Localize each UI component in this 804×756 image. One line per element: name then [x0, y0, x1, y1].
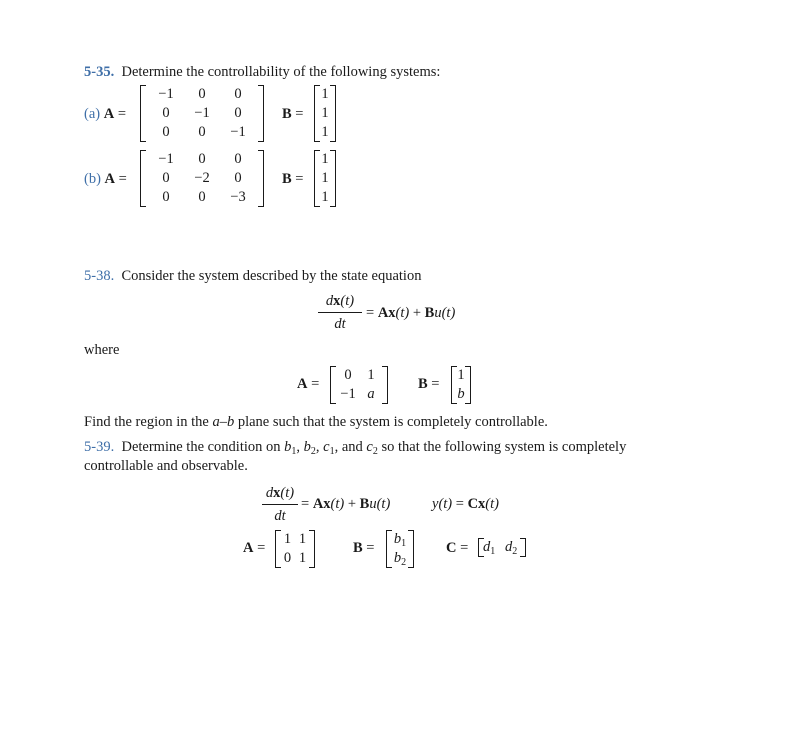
matrix-a-5-39: [275, 530, 315, 568]
matrix-c-5-39: [478, 538, 526, 557]
matrix-b-label-row: [418, 376, 439, 393]
part-a-label-row: [84, 106, 126, 123]
matrix-a-symbol: A: [297, 376, 308, 392]
bracket-left: [140, 85, 146, 142]
matrix-cell: −2: [194, 170, 210, 186]
output-equation: y(t) = Cx(t): [432, 496, 499, 512]
matrix-cell: 0: [162, 124, 170, 140]
problem-5-39-statement-line2: controllable and observable.: [84, 458, 248, 474]
fraction-denominator: dt: [274, 508, 286, 524]
matrix-a-5-35a: [140, 85, 264, 142]
matrix-cell: 0: [162, 170, 170, 186]
matrix-cell: 0: [198, 124, 206, 140]
bracket-left: [314, 150, 320, 207]
matrix-cell: 0: [198, 151, 206, 167]
problem-5-35-heading: [84, 64, 440, 81]
matrix-cell: a: [367, 386, 375, 402]
bracket-right: [258, 150, 264, 207]
derivative-fraction: [318, 292, 362, 333]
matrix-cell: −3: [230, 189, 246, 205]
derivative-fraction: [262, 484, 298, 525]
matrix-b-5-39: [386, 530, 414, 568]
matrix-cell: $b_1$: [393, 531, 407, 549]
equals-sign: =: [117, 106, 127, 122]
where-text: where: [84, 342, 120, 358]
problem-statement: Determine the controllability of the following systems:: [121, 64, 441, 80]
matrix-a-symbol: A: [104, 171, 116, 187]
bracket-right: [258, 85, 264, 142]
matrix-a-symbol: A: [103, 106, 115, 122]
matrix-c-label-row: [446, 540, 468, 557]
fraction-bar: [318, 312, 362, 313]
matrix-cell: 0: [234, 170, 242, 186]
matrix-cell: 0: [162, 189, 170, 205]
bracket-left: [386, 530, 392, 568]
bracket-left: [314, 85, 320, 142]
matrix-b-symbol: B: [418, 376, 428, 392]
matrix-b-5-35a: [314, 85, 336, 142]
fraction-numerator: dx(t): [325, 293, 355, 309]
matrix-cell: 0: [234, 105, 242, 121]
equals-sign: =: [257, 540, 266, 556]
problem-number: 5-35.: [84, 64, 115, 80]
matrix-cell: $d_1$: [483, 539, 496, 557]
equals-sign: =: [460, 540, 469, 556]
matrix-b-symbol: B: [353, 540, 363, 556]
matrix-b-label-row: [282, 106, 303, 123]
matrix-cell: −1: [194, 105, 210, 121]
fraction-bar: [262, 504, 298, 505]
matrix-cell: −1: [340, 386, 356, 402]
equals-sign: =: [118, 171, 127, 187]
matrix-b-symbol: B: [282, 171, 292, 187]
matrix-cell: $b_2$: [393, 550, 407, 568]
part-a-label: (a): [84, 106, 101, 122]
matrix-cell: 0: [162, 105, 170, 121]
equals-sign: =: [295, 171, 304, 187]
matrix-cell: 1: [321, 86, 329, 102]
matrix-cell: 1: [298, 531, 307, 547]
problem-statement: Consider the system described by the state equation: [121, 268, 422, 284]
bracket-right: [330, 150, 336, 207]
matrix-cell: 1: [321, 189, 329, 205]
matrix-b-label-row: [282, 171, 303, 188]
matrix-b-5-35b: [314, 150, 336, 207]
bracket-right: [520, 538, 526, 557]
matrix-cell: 1: [321, 170, 329, 186]
equals-sign: =: [366, 540, 375, 556]
problem-number: 5-38.: [84, 268, 115, 284]
matrix-cell: 1: [367, 367, 375, 383]
matrix-a-label-row: [243, 540, 265, 557]
part-b-label: (b): [84, 171, 101, 187]
matrix-cell: 1: [298, 550, 307, 566]
matrix-cell: 0: [198, 189, 206, 205]
matrix-cell: 1: [321, 105, 329, 121]
problem-5-38-question: Find the region in the a–b plane such that the system is completely controllable.: [84, 414, 548, 430]
bracket-left: [275, 530, 281, 568]
equals-sign: =: [311, 376, 320, 392]
problem-5-38-heading: [84, 268, 421, 285]
problem-5-39-heading: [84, 439, 626, 456]
problem-number: 5-39.: [84, 439, 115, 455]
matrix-cell: 1: [283, 531, 292, 547]
matrix-b-symbol: B: [282, 106, 292, 122]
matrix-cell: −1: [158, 86, 174, 102]
matrix-cell: −1: [158, 151, 174, 167]
bracket-left: [330, 366, 336, 404]
matrix-cell: 0: [283, 550, 292, 566]
matrix-cell: 0: [344, 367, 352, 383]
bracket-right: [330, 85, 336, 142]
matrix-cell: 1: [321, 151, 329, 167]
bracket-right: [408, 530, 414, 568]
matrix-a-label-row: [297, 376, 319, 393]
bracket-left: [451, 366, 457, 404]
matrix-cell: 0: [234, 86, 242, 102]
matrix-c-symbol: C: [446, 540, 457, 556]
fraction-denominator: dt: [334, 316, 346, 332]
matrix-cell: 0: [198, 86, 206, 102]
bracket-right: [309, 530, 315, 568]
fraction-numerator: dx(t): [265, 485, 295, 501]
equals-sign: =: [295, 106, 304, 122]
matrix-b-5-38: [451, 366, 471, 404]
matrix-cell: −1: [230, 124, 246, 140]
matrix-b-label-row: [353, 540, 374, 557]
matrix-cell: b: [457, 386, 465, 402]
bracket-left: [478, 538, 484, 557]
equals-sign: =: [431, 376, 440, 392]
matrix-cell: $d_2$: [505, 539, 518, 557]
matrix-cell: 1: [457, 367, 465, 383]
bracket-right: [382, 366, 388, 404]
problem-statement: Determine the condition on $b_1$, $b_2$, $c_1$, and $c_2$ so that the following system is completely: [121, 439, 627, 457]
matrix-a-5-35b: [140, 150, 264, 207]
bracket-right: [465, 366, 471, 404]
matrix-cell: 1: [321, 124, 329, 140]
bracket-left: [140, 150, 146, 207]
part-b-label-row: [84, 171, 127, 188]
state-equation-rhs: = Ax(t) + Bu(t): [366, 305, 456, 321]
matrix-cell: 0: [234, 151, 242, 167]
matrix-a-5-38: [330, 366, 388, 404]
state-equation-rhs: = Ax(t) + Bu(t): [301, 496, 391, 512]
matrix-a-symbol: A: [243, 540, 254, 556]
